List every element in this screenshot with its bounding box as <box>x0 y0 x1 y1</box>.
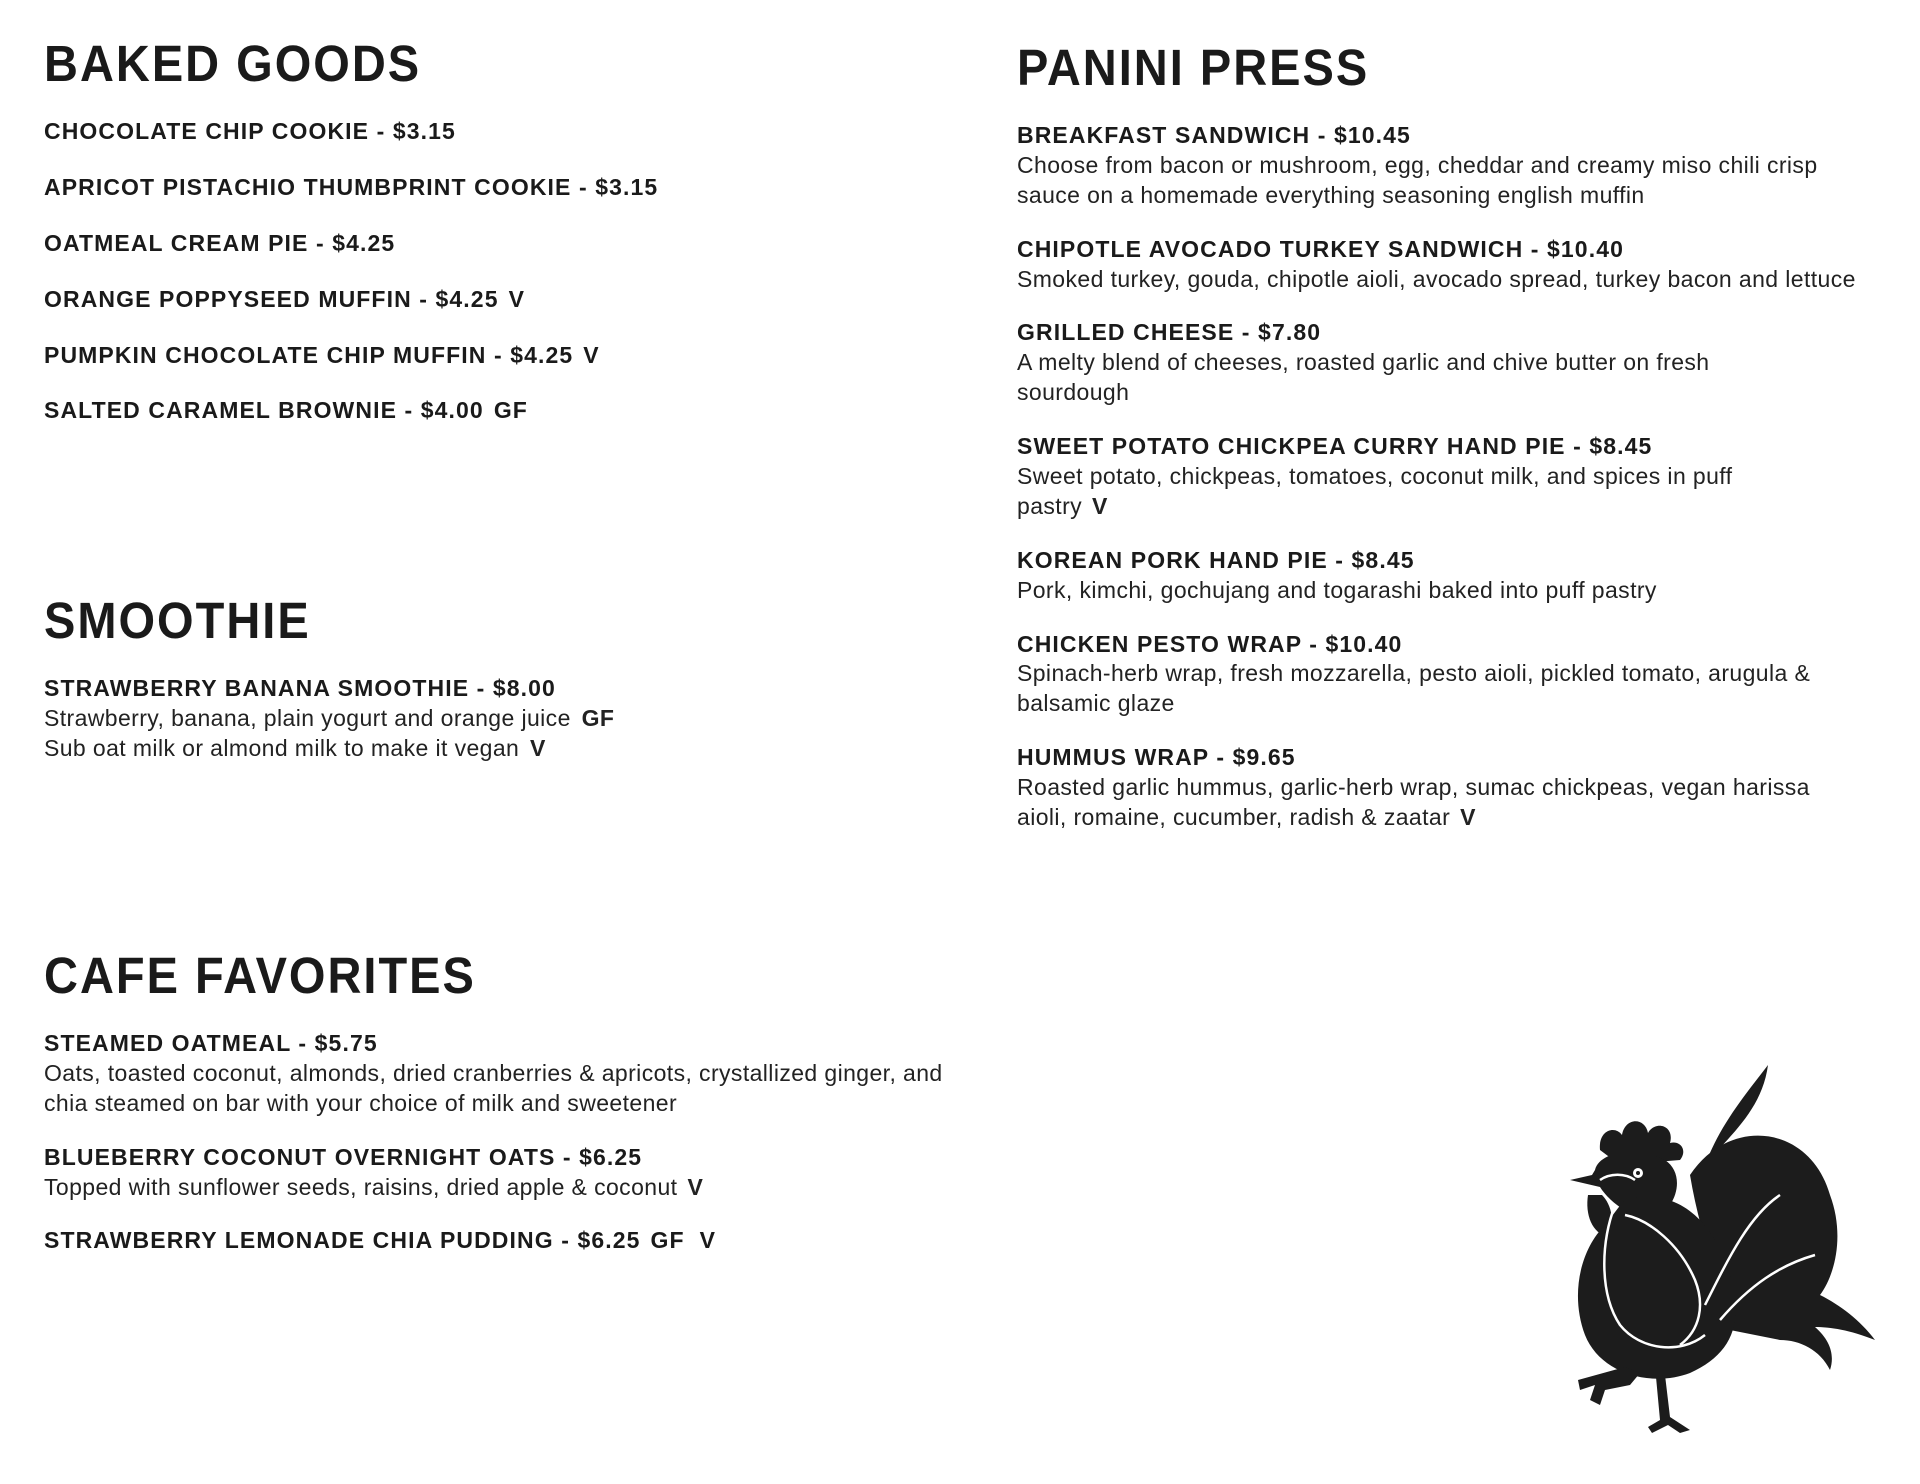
smoothie-title: SMOOTHIE <box>44 591 311 649</box>
menu-item <box>44 1226 964 1256</box>
menu-item-title: KOREAN PORK HAND PIE - $8.45 <box>1017 546 1415 573</box>
menu-item-description: Roasted garlic hummus, garlic-herb wrap, sumac chickpeas, vegan harissa aioli, romaine, cucumber, radish & zaatar V <box>1017 774 1810 831</box>
menu-item <box>1017 432 1737 522</box>
menu-item-description: Strawberry, banana, plain yogurt and orange juice GF <box>44 704 615 731</box>
cafe-favorites-section <box>44 946 964 1280</box>
menu-item-title: BLUEBERRY COCONUT OVERNIGHT OATS - $6.25 <box>44 1143 643 1170</box>
smoothie-section <box>44 591 964 788</box>
dietary-tag: GF V <box>650 1227 717 1254</box>
menu-item <box>44 285 964 315</box>
menu-item-title: STRAWBERRY LEMONADE CHIA PUDDING - $6.25 GF V <box>44 1227 717 1254</box>
baked-goods-title: BAKED GOODS <box>44 34 422 92</box>
menu-item <box>44 229 964 259</box>
menu-item-title: STEAMED OATMEAL - $5.75 <box>44 1030 378 1056</box>
menu-item-title: PUMPKIN CHOCOLATE CHIP MUFFIN - $4.25 V <box>44 341 600 368</box>
menu-item-title: CHIPOTLE AVOCADO TURKEY SANDWICH - $10.40 <box>1017 235 1624 262</box>
dietary-tag: V <box>1460 804 1476 831</box>
dietary-tag: GF <box>493 397 528 424</box>
dietary-tag: V <box>687 1173 704 1200</box>
menu-item <box>44 1029 944 1119</box>
menu-item <box>1017 121 1877 211</box>
menu-item <box>1017 318 1737 408</box>
menu-item-title: HUMMUS WRAP - $9.65 <box>1017 744 1296 771</box>
menu-item-description: Smoked turkey, gouda, chipotle aioli, avocado spread, turkey bacon and lettuce <box>1017 265 1856 292</box>
menu-item <box>44 341 964 371</box>
menu-item <box>44 173 964 203</box>
menu-item-description: Oats, toasted coconut, almonds, dried cranberries & apricots, crystallized ginger, and chia steamed on bar with your choice of milk and sweetener <box>44 1059 943 1116</box>
menu-item-title: SALTED CARAMEL BROWNIE - $4.00 GF <box>44 397 528 424</box>
menu-item-description: A melty blend of cheeses, roasted garlic and chive butter on fresh sourdough <box>1017 349 1710 406</box>
menu-item <box>1017 546 1877 606</box>
dietary-tag: V <box>583 341 600 368</box>
menu-item-title: SWEET POTATO CHICKPEA CURRY HAND PIE - $8.45 <box>1017 433 1653 460</box>
menu-item <box>1017 235 1857 295</box>
menu-item <box>44 1143 964 1203</box>
dietary-tag: GF <box>581 704 615 731</box>
menu-item <box>1017 743 1857 833</box>
menu-item-title: BREAKFAST SANDWICH - $10.45 <box>1017 122 1411 148</box>
menu-item-title: CHOCOLATE CHIP COOKIE - $3.15 <box>44 118 456 144</box>
menu-item-title: ORANGE POPPYSEED MUFFIN - $4.25 V <box>44 285 526 312</box>
menu-item <box>1017 630 1837 720</box>
menu-item-title: STRAWBERRY BANANA SMOOTHIE - $8.00 <box>44 675 556 701</box>
menu-item-description: Topped with sunflower seeds, raisins, dried apple & coconut V <box>44 1173 704 1200</box>
menu-item-title: GRILLED CHEESE - $7.80 <box>1017 319 1322 346</box>
rooster-icon <box>1530 1055 1880 1435</box>
menu-item-description: Choose from bacon or mushroom, egg, cheddar and creamy miso chili crisp sauce on a homemade everything seasoning english muffin <box>1017 151 1818 208</box>
menu-item-description: Pork, kimchi, gochujang and togarashi baked into puff pastry <box>1017 576 1657 603</box>
menu-item-title: CHICKEN PESTO WRAP - $10.40 <box>1017 630 1403 657</box>
menu-item-description: Sub oat milk or almond milk to make it vegan V <box>44 734 546 761</box>
menu-item-description: Sweet potato, chickpeas, tomatoes, coconut milk, and spices in puff pastry V <box>1017 463 1733 519</box>
menu-item-description: Spinach-herb wrap, fresh mozzarella, pesto aioli, pickled tomato, arugula & balsamic glaze <box>1017 660 1811 717</box>
cafe-favorites-title: CAFE FAVORITES <box>44 946 476 1004</box>
panini-press-title: PANINI PRESS <box>1017 38 1370 96</box>
dietary-tag: V <box>508 285 526 312</box>
menu-item <box>44 396 964 426</box>
menu-item-title: OATMEAL CREAM PIE - $4.25 <box>44 229 396 256</box>
dietary-tag: V <box>1092 492 1108 519</box>
dietary-tag: V <box>530 734 546 761</box>
panini-press-section <box>1017 38 1897 857</box>
menu-item <box>44 117 964 147</box>
menu-item-title: APRICOT PISTACHIO THUMBPRINT COOKIE - $3.15 <box>44 173 659 200</box>
menu-item <box>44 674 964 764</box>
baked-goods-section <box>44 34 964 452</box>
